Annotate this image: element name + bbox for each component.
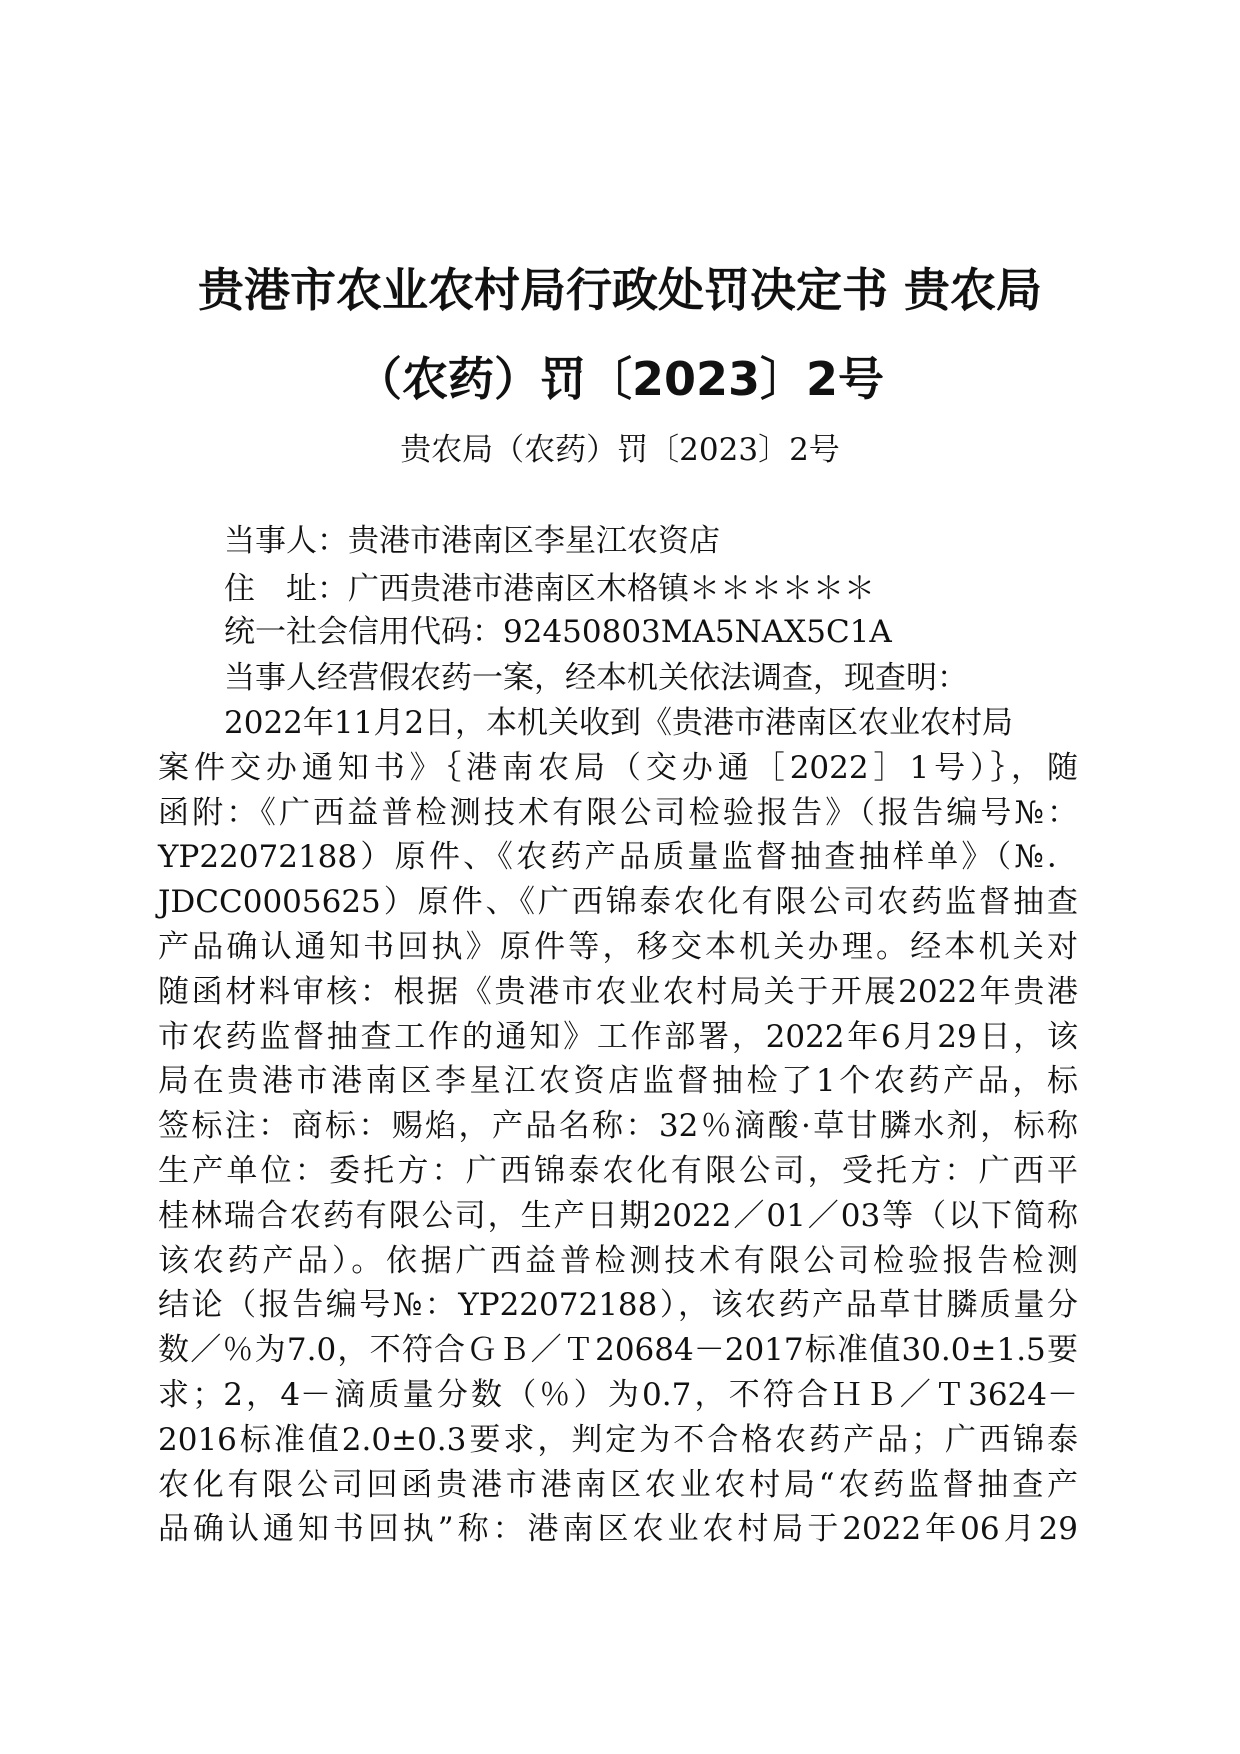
body-line: 桂林瑞合农药有限公司，生产日期2022／01／03等（以下简称 [158,1197,1078,1234]
body-line: 产品确认通知书回执》原件等，移交本机关办理。经本机关对 [158,928,1078,965]
body-line: 签标注：商标：赐焰，产品名称：32％滴酸·草甘膦水剂，标称 [158,1108,1078,1145]
body-line: 2016标准值2.0±0.3要求，判定为不合格农药产品；广西锦泰 [158,1421,1078,1458]
body-line: YP22072188）原件、《农药产品质量监督抽查抽样单》（№． [158,839,1078,876]
document-number: 贵农局（农药）罚〔2023〕2号 [400,432,840,468]
party-address: 住 址：广西贵港市港南区木格镇＊＊＊＊＊＊ [224,571,875,607]
body-line: 局在贵港市港南区李星江农资店监督抽检了1个农药产品，标 [158,1063,1078,1100]
body-line: 生产单位：委托方：广西锦泰农化有限公司，受托方：广西平 [158,1152,1078,1189]
body-line: 随函材料审核：根据《贵港市农业农村局关于开展2022年贵港 [158,973,1078,1010]
body-line: JDCC0005625）原件、《广西锦泰农化有限公司农药监督抽查 [158,884,1078,921]
party-name: 当事人：贵港市港南区李星江农资店 [224,523,720,559]
body-line: 农化有限公司回函贵港市港南区农业农村局“农药监督抽查产 [158,1466,1078,1503]
body-line: 数／％为7.0，不符合ＧＢ／Ｔ20684－2017标准值30.0±1.5要 [158,1332,1078,1369]
body-line: 求；2，4－滴质量分数（％）为0.7，不符合ＨＢ／Ｔ3624－ [158,1376,1078,1413]
body-line: 结论（报告编号№：YP22072188），该农药产品草甘膦质量分 [158,1287,1078,1324]
body-line: 函附：《广西益普检测技术有限公司检验报告》（报告编号№： [158,794,1078,831]
document-title-line-2: （农药）罚〔2023〕2号 [355,352,885,406]
body-line: 2022年11月2日，本机关收到《贵港市港南区农业农村局 [224,705,1014,741]
credit-code: 统一社会信用代码：92450803MA5NAX5C1A [224,614,892,650]
body-line: 该农药产品）。依据广西益普检测技术有限公司检验报告检测 [158,1242,1078,1279]
document-title-line-1: 贵港市农业农村局行政处罚决定书 贵农局 [197,263,1042,317]
case-intro: 当事人经营假农药一案，经本机关依法调查，现查明： [224,660,968,696]
body-line: 案件交办通知书》｛港南农局（交办通［2022］1号）｝，随 [158,749,1078,786]
body-line: 市农药监督抽查工作的通知》工作部署，2022年6月29日，该 [158,1018,1078,1055]
body-line: 品确认通知书回执”称：港南区农业农村局于2022年06月29 [158,1511,1078,1548]
case-facts-paragraph [158,701,1078,1552]
